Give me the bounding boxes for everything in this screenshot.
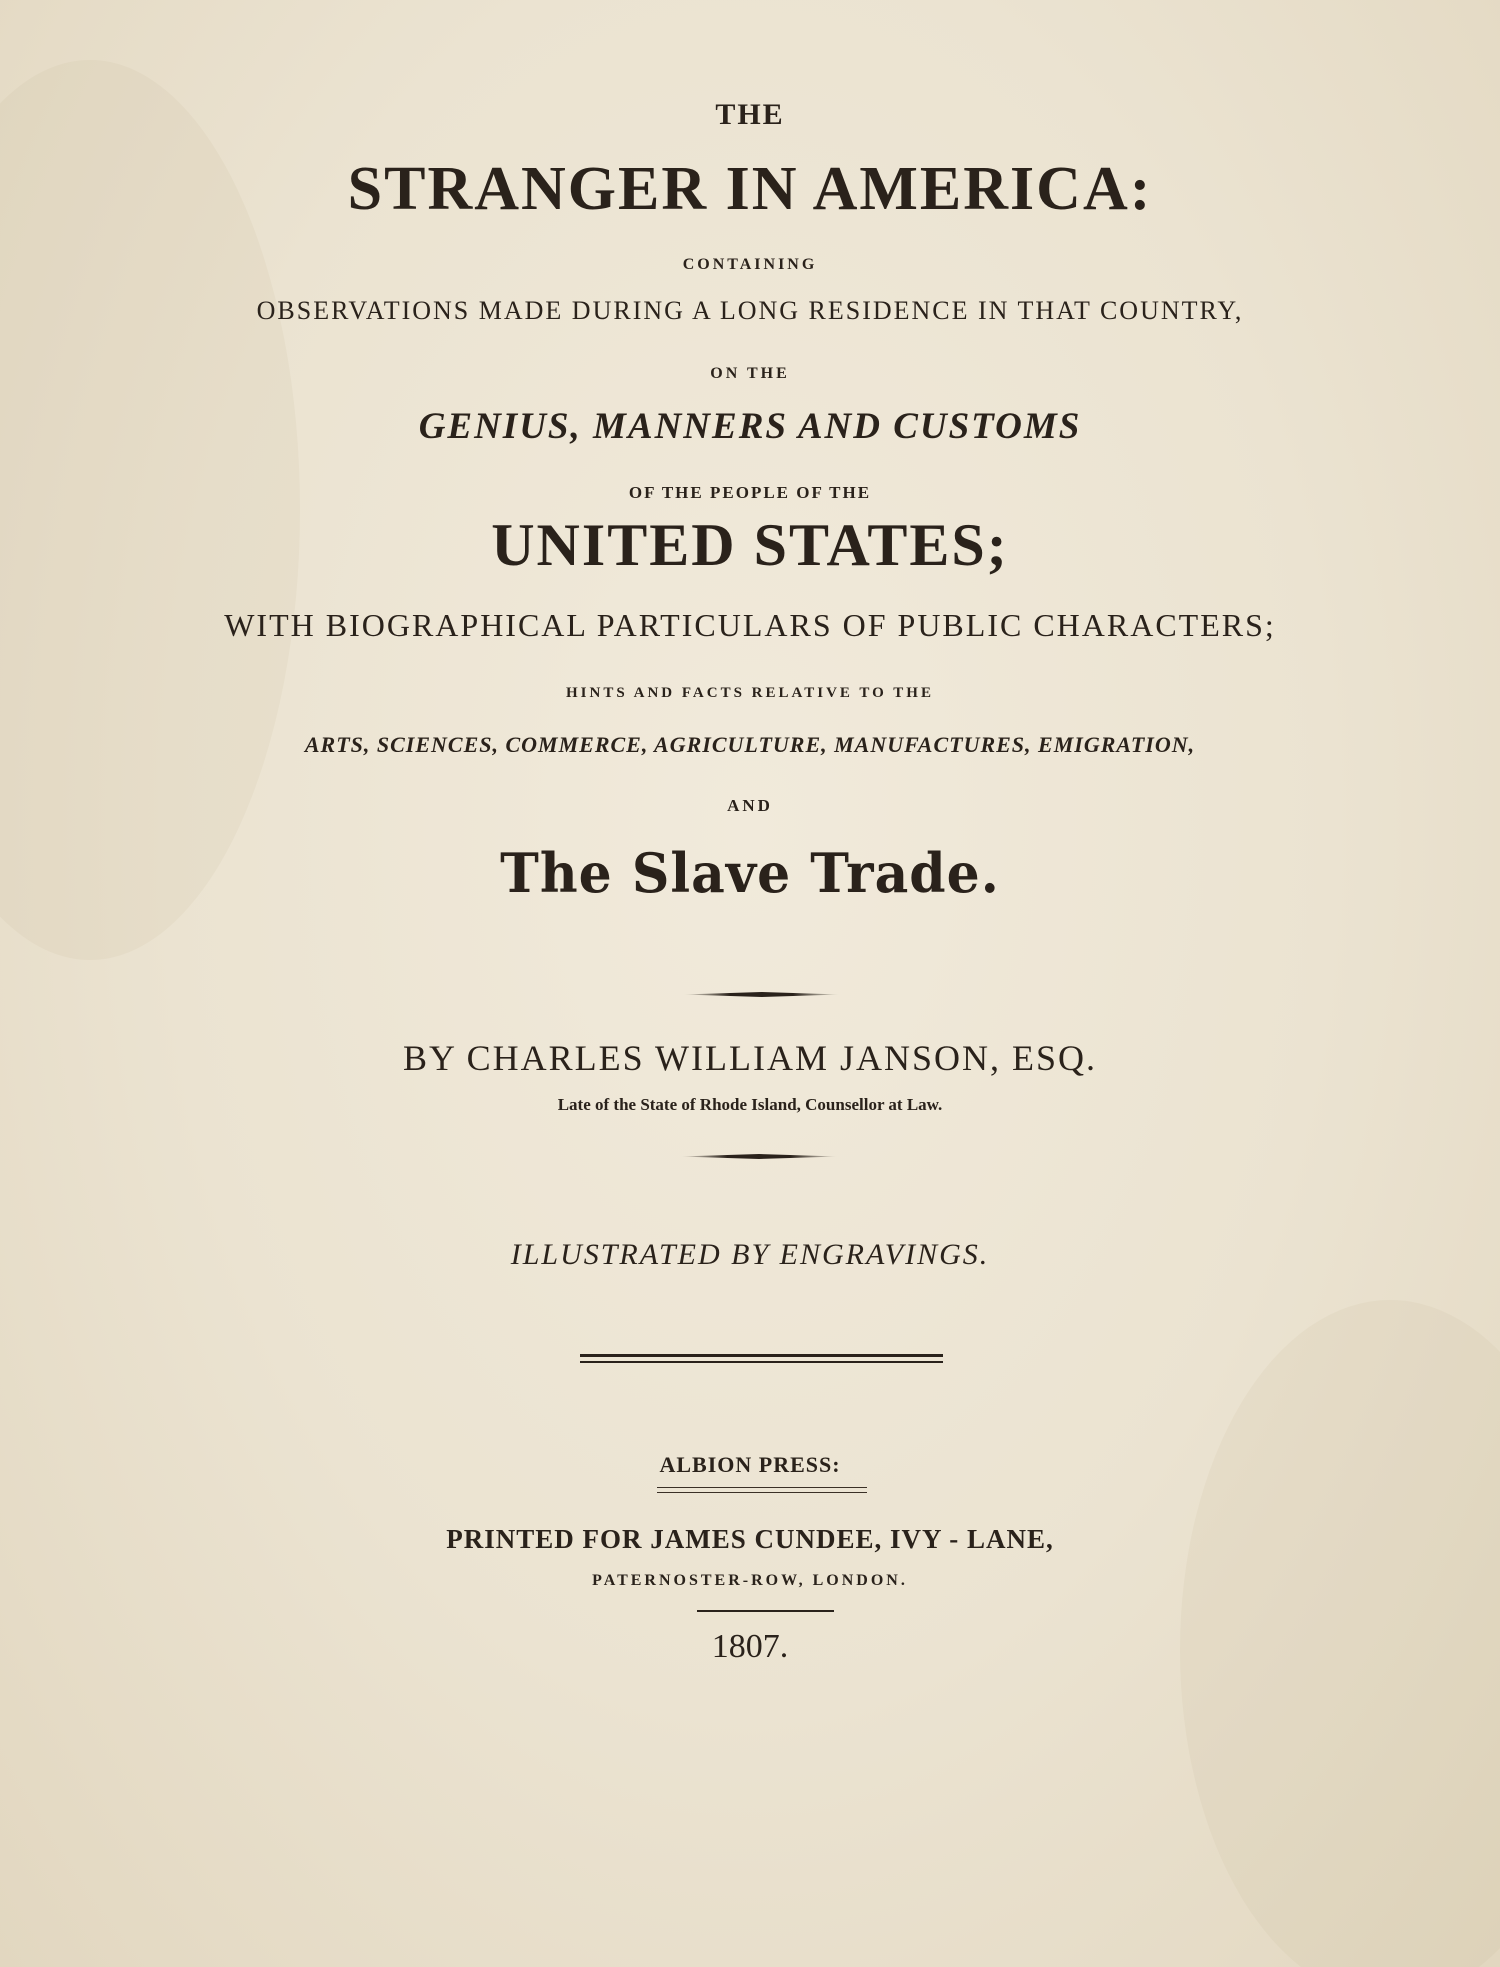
people-of-the-text: OF THE PEOPLE OF THE bbox=[628, 483, 872, 502]
slave-trade-title: The Slave Trade. bbox=[500, 841, 1000, 906]
title-the: THE bbox=[715, 98, 785, 131]
author-description: Late of the State of Rhode Island, Counsellor at Law. bbox=[557, 1095, 943, 1114]
author-name: BY CHARLES WILLIAM JANSON, ESQ. bbox=[402, 1038, 1098, 1078]
address-text: PATERNOSTER-ROW, LONDON. bbox=[592, 1572, 908, 1589]
double-rule bbox=[580, 1354, 943, 1363]
press-name: ALBION PRESS: bbox=[659, 1452, 841, 1477]
on-the-text: ON THE bbox=[710, 365, 790, 382]
observations-text: OBSERVATIONS MADE DURING A LONG RESIDENCE IN THAT COUNTRY, bbox=[256, 296, 1244, 325]
main-title: STRANGER IN AMERICA: bbox=[347, 155, 1153, 223]
publication-year: 1807. bbox=[711, 1628, 789, 1665]
united-states-title: UNITED STATES; bbox=[491, 512, 1009, 578]
arts-sciences-text: ARTS, SCIENCES, COMMERCE, AGRICULTURE, MANUFACTURES, EMIGRATION, bbox=[304, 732, 1196, 757]
illustrated-text: ILLUSTRATED BY ENGRAVINGS. bbox=[510, 1238, 990, 1271]
containing-text: CONTAINING bbox=[682, 256, 818, 273]
genius-manners-customs: GENIUS, MANNERS AND CUSTOMS bbox=[418, 406, 1082, 447]
hints-text: HINTS AND FACTS RELATIVE TO THE bbox=[566, 685, 934, 701]
and-text: AND bbox=[727, 796, 773, 815]
single-rule bbox=[697, 1610, 834, 1612]
ornamental-rule bbox=[680, 1154, 838, 1159]
biographical-text: WITH BIOGRAPHICAL PARTICULARS OF PUBLIC CHARACTERS; bbox=[224, 607, 1276, 643]
double-rule-thin bbox=[657, 1487, 867, 1493]
ornamental-rule bbox=[683, 992, 840, 997]
printed-for-text: PRINTED FOR JAMES CUNDEE, IVY - LANE, bbox=[446, 1524, 1054, 1554]
